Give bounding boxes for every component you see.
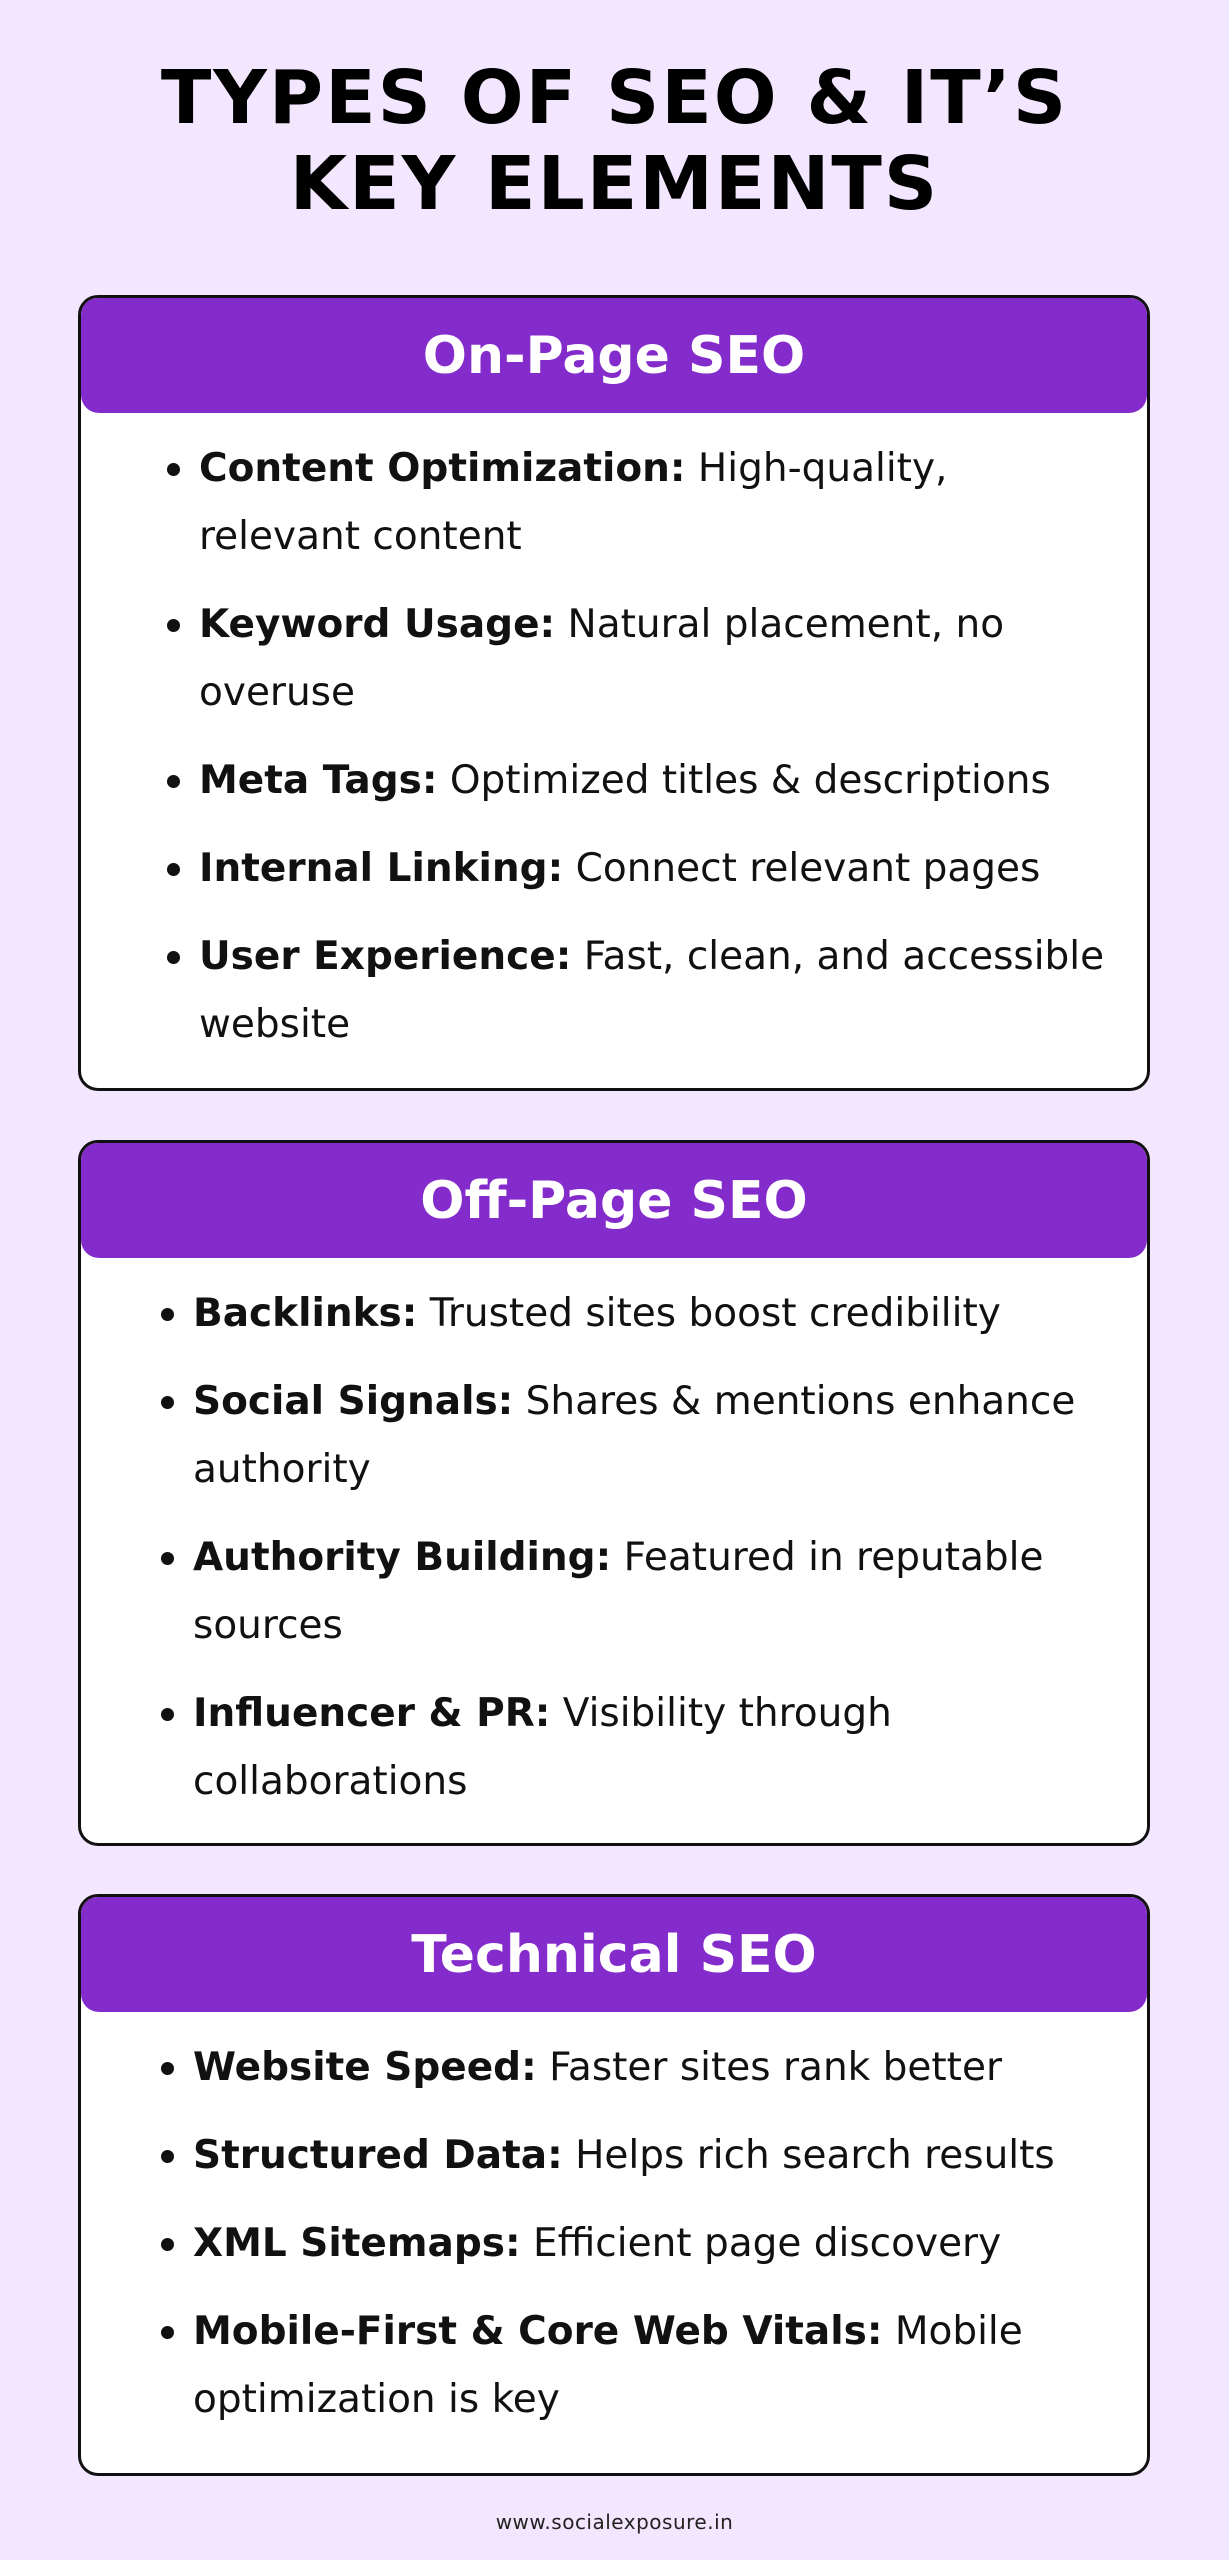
technical-seo-heading: Technical SEO — [81, 1897, 1147, 2012]
off-page-seo-card — [78, 1140, 1150, 1846]
item-term: Internal Linking: — [199, 846, 564, 891]
item-desc: Optimized titles & descriptions — [437, 758, 1051, 803]
item-term: Backlinks: — [193, 1291, 418, 1336]
item-desc: Natural placement, no overuse — [199, 602, 1005, 715]
technical-seo-list — [81, 2012, 1147, 2434]
list-item — [193, 2210, 1107, 2278]
on-page-seo-card — [78, 295, 1150, 1091]
item-term: Social Signals: — [193, 1379, 514, 1424]
item-desc: Featured in reputable sources — [193, 1535, 1044, 1648]
item-term: Influencer & PR: — [193, 1691, 551, 1736]
item-term: Authority Building: — [193, 1535, 612, 1580]
page-title — [0, 55, 1229, 227]
title-line-1: TYPES OF SEO & IT’S — [160, 55, 1069, 141]
item-desc: Trusted sites boost credibility — [417, 1291, 1001, 1336]
list-item — [193, 1524, 1107, 1660]
item-term: Mobile-First & Core Web Vitals: — [193, 2309, 883, 2354]
on-page-seo-heading: On-Page SEO — [81, 298, 1147, 413]
list-item — [199, 591, 1117, 727]
title-line-2: KEY ELEMENTS — [289, 141, 940, 227]
off-page-seo-list — [81, 1258, 1147, 1816]
list-item — [193, 1680, 1107, 1816]
list-item — [199, 435, 1117, 571]
item-desc: Mobile optimization is key — [193, 2309, 1023, 2422]
technical-seo-card — [78, 1894, 1150, 2476]
list-item — [193, 1280, 1107, 1348]
item-term: Content Optimization: — [199, 446, 686, 491]
item-term: Keyword Usage: — [199, 602, 556, 647]
item-term: Website Speed: — [193, 2045, 537, 2090]
on-page-seo-list — [81, 413, 1147, 1059]
list-item — [193, 1368, 1107, 1504]
item-desc: Connect relevant pages — [563, 846, 1041, 891]
item-term: User Experience: — [199, 934, 572, 979]
item-desc: Efficient page discovery — [520, 2221, 1002, 2266]
item-desc: Faster sites rank better — [536, 2045, 1003, 2090]
footer-website-link: www.socialexposure.in — [495, 2510, 734, 2534]
item-term: XML Sitemaps: — [193, 2221, 521, 2266]
item-desc: Fast, clean, and accessible website — [199, 934, 1105, 1047]
item-term: Structured Data: — [193, 2133, 563, 2178]
list-item — [193, 2298, 1107, 2434]
list-item — [193, 2122, 1107, 2190]
item-desc: Shares & mentions enhance authority — [193, 1379, 1076, 1492]
off-page-seo-heading: Off-Page SEO — [81, 1143, 1147, 1258]
item-desc: Visibility through collaborations — [193, 1691, 892, 1804]
list-item — [193, 2034, 1107, 2102]
item-term: Meta Tags: — [199, 758, 438, 803]
item-desc: Helps rich search results — [562, 2133, 1055, 2178]
item-desc: High-quality, relevant content — [199, 446, 948, 559]
list-item — [199, 923, 1117, 1059]
list-item — [199, 747, 1117, 815]
list-item — [199, 835, 1117, 903]
